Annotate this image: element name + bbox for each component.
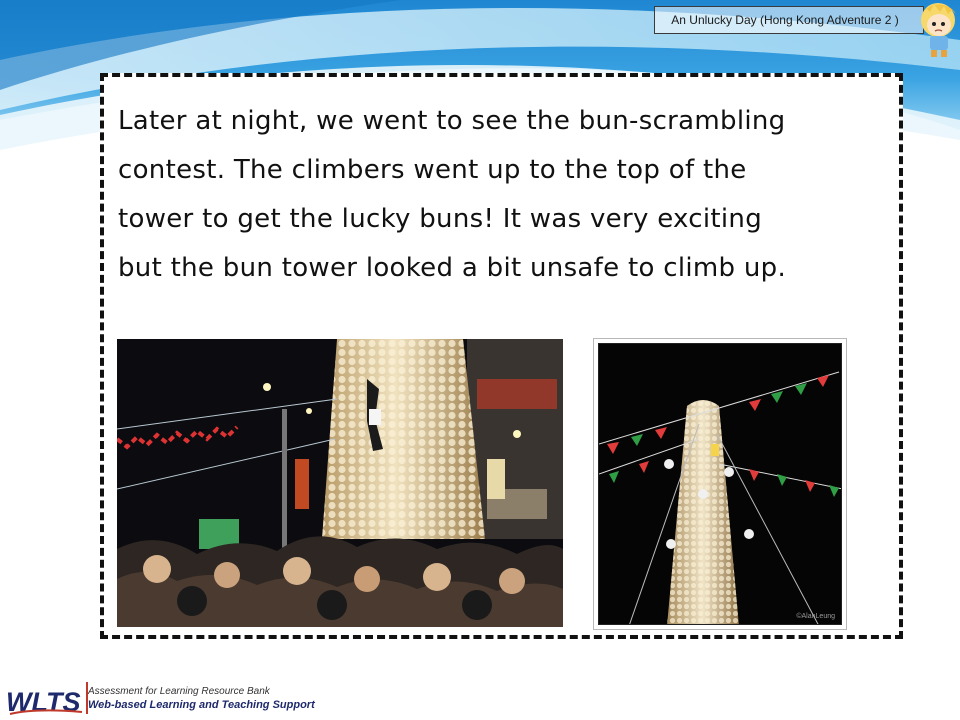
story-line: but the bun tower looked a bit unsafe to climb up. [118, 253, 787, 283]
bun-tower-crowd-photo [117, 339, 563, 627]
logo-name: Web-based Learning and Teaching Support [88, 699, 315, 711]
lesson-title: An Unlucky Day (Hong Kong Adventure 2 ) [671, 13, 899, 27]
story-line: tower to get the lucky buns! It was very exciting [118, 204, 762, 234]
story-text [118, 97, 898, 293]
photo-watermark: ©AlanLeung [796, 613, 835, 620]
photo-inner [598, 343, 842, 625]
wlts-logo [6, 682, 315, 718]
wlts-logo-mark [6, 684, 86, 716]
logo-tagline: Assessment for Learning Resource Bank [88, 686, 270, 697]
cartoon-boy-icon [918, 0, 960, 60]
logo-text: WLTS [6, 687, 81, 716]
bun-tower-flags-photo [593, 338, 847, 630]
story-line: Later at night, we went to see the bun-scrambling [118, 106, 786, 136]
story-line: contest. The climbers went up to the top of the [118, 155, 747, 185]
lesson-title-box [654, 6, 924, 34]
